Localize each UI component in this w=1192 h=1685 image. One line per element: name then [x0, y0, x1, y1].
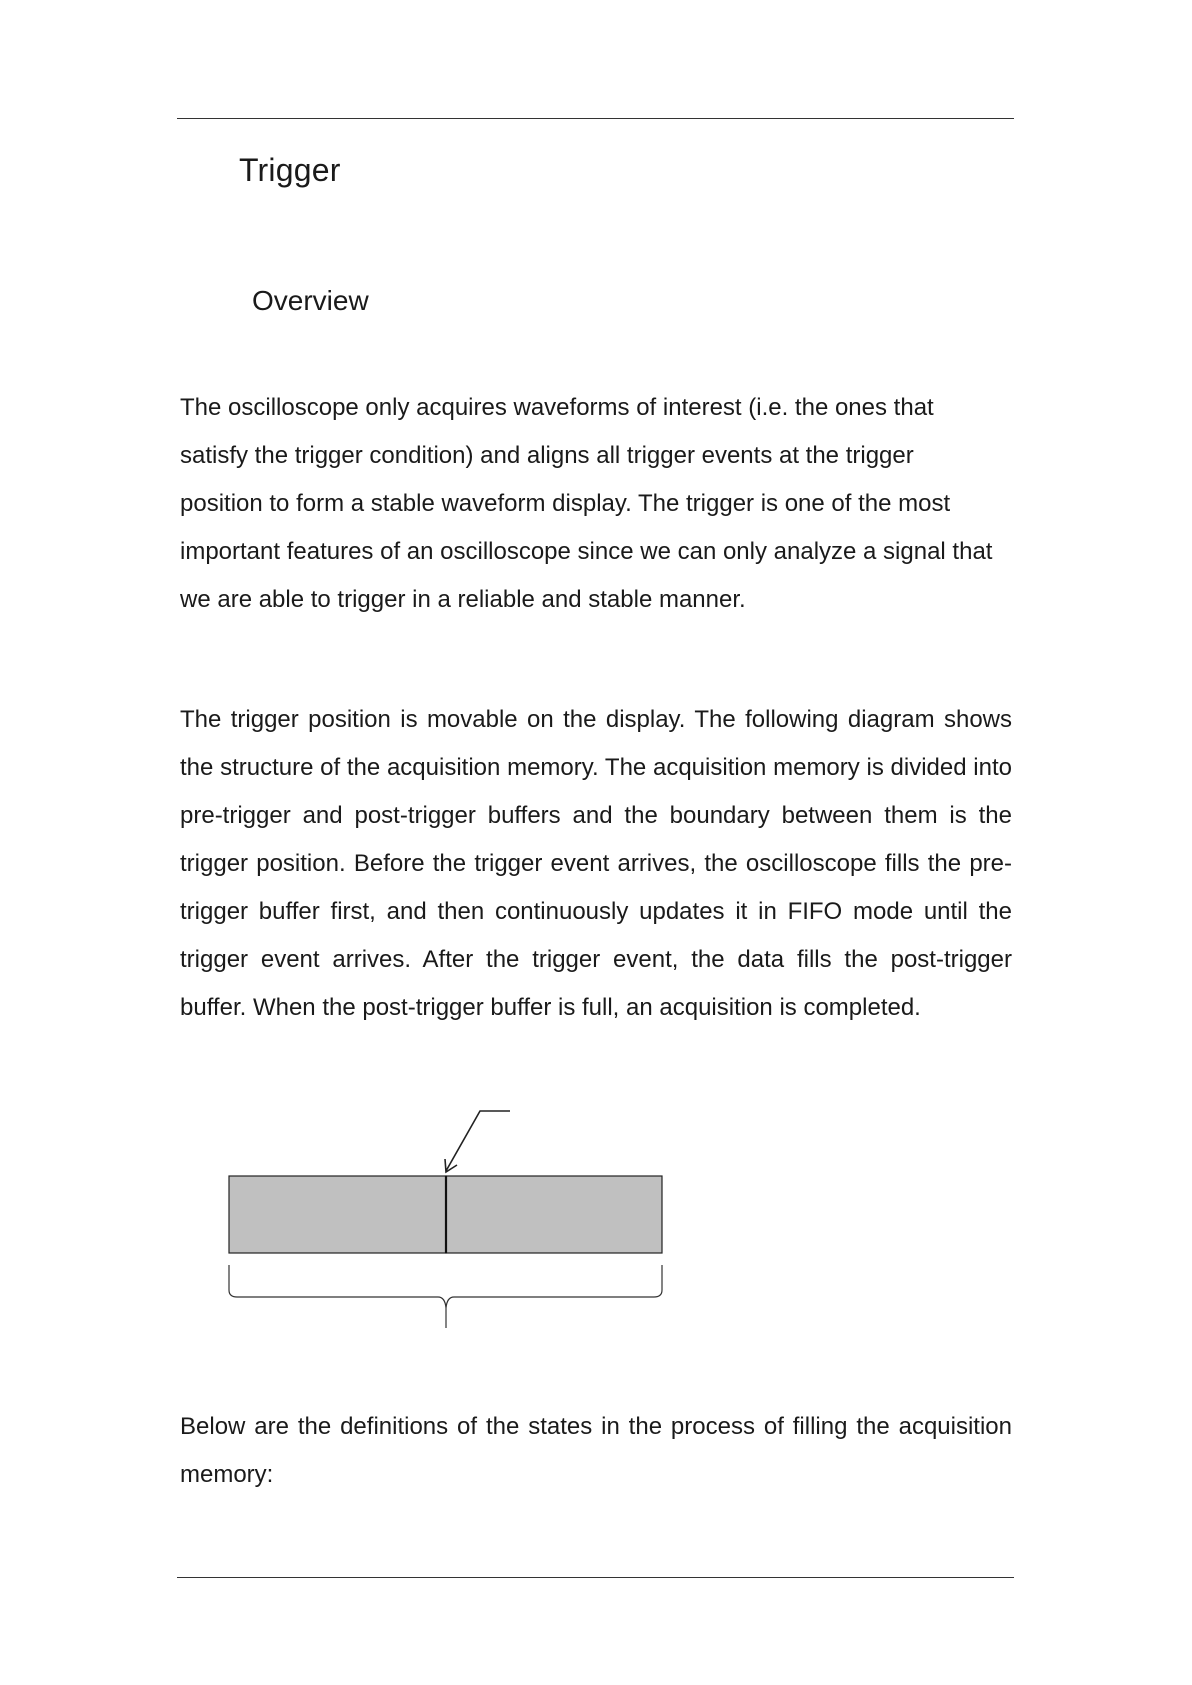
- acquisition-memory-svg: [220, 1100, 680, 1340]
- post-trigger-buffer: [446, 1176, 662, 1253]
- memory-brace: [229, 1265, 662, 1308]
- paragraph-trigger-position: The trigger position is movable on the display. The following diagram shows the structure of the acquisition memory. The acquisition memory is divided into pre-trigger and post-trigger buffers and the boundary between them is the trigger position. Before the trigger event arrives, the oscilloscope fills the pre-trigger buffer first, and then continuously updates it in FIFO mode until the trigger event arrives. After the trigger event, the data fills the post-trigger buffer. When the post-trigger buffer is full, an acquisition is completed.: [180, 706, 1012, 1021]
- trigger-position-arrow: [445, 1111, 510, 1172]
- paragraph-intro: The oscilloscope only acquires waveforms of interest (i.e. the ones that satisfy the trigger condition) and aligns all trigger events at the trigger position to form a stable waveform display. The trigger is one of the most important features of an oscilloscope since we can only analyze a signal that we are able to trigger in a reliable and stable manner.: [180, 394, 993, 613]
- page-title: Trigger: [239, 152, 341, 188]
- paragraph-states-intro: Below are the definitions of the states in the process of filling the acquisition memory:: [180, 1413, 1012, 1488]
- footer-rule: [177, 1577, 1014, 1578]
- header-rule: [177, 118, 1014, 119]
- pre-trigger-buffer: [229, 1176, 446, 1253]
- acquisition-memory-diagram: [220, 1100, 680, 1340]
- section-title: Overview: [252, 285, 369, 316]
